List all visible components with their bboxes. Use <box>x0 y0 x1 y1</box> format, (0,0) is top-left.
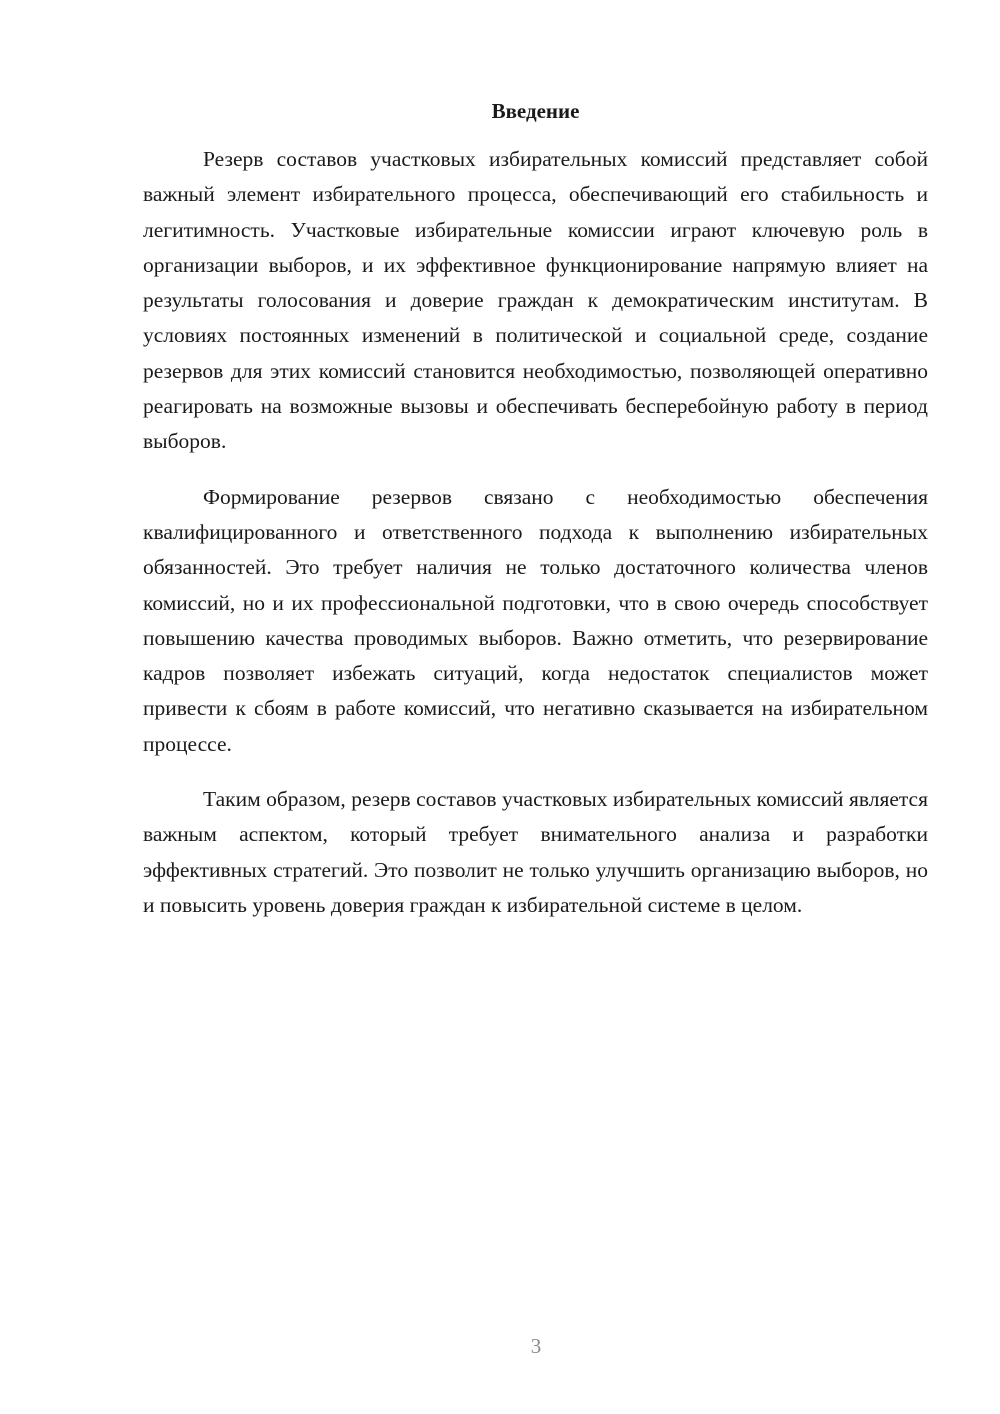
paragraph-1: Резерв составов участковых избирательных комиссий представляет собой важный элемент избирательного процесса, обеспечивающий его стабильность и легитимность. Участковые избирательные комиссии играют ключевую роль в организации выборов, и их эффективное функционирование напрямую влияет на результаты голосования и доверие граждан к демократическим институтам. В условиях постоянных изменений в политической и социальной среде, создание резервов для этих комиссий становится необходимостью, позволяющей оперативно реагировать на возможные вызовы и обеспечивать бесперебойную работу в период выборов. <box>143 147 928 454</box>
section-title: Введение <box>491 99 580 123</box>
paragraph-2: Формирование резервов связано с необходимостью обеспечения квалифицированного и ответственного подхода к выполнению избирательных обязанностей. Это требует наличия не только достаточного количества членов комиссий, но и их профессиональной подготовки, что в свою очередь способствует повышению качества проводимых выборов. Важно отметить, что резервирование кадров позволяет избежать ситуаций, когда недостаток специалистов может привести к сбоям в работе комиссий, что негативно сказывается на избирательном процессе. <box>143 484 928 756</box>
paragraph-3: Таким образом, резерв составов участковых избирательных комиссий является важным аспектом, который требует внимательного анализа и разработки эффективных стратегий. Это позволит не только улучшить организацию выборов, но и повысить уровень доверия граждан к избирательной системе в целом. <box>143 787 928 917</box>
body-text <box>143 142 928 943</box>
page-number: 3 <box>530 1334 542 1358</box>
